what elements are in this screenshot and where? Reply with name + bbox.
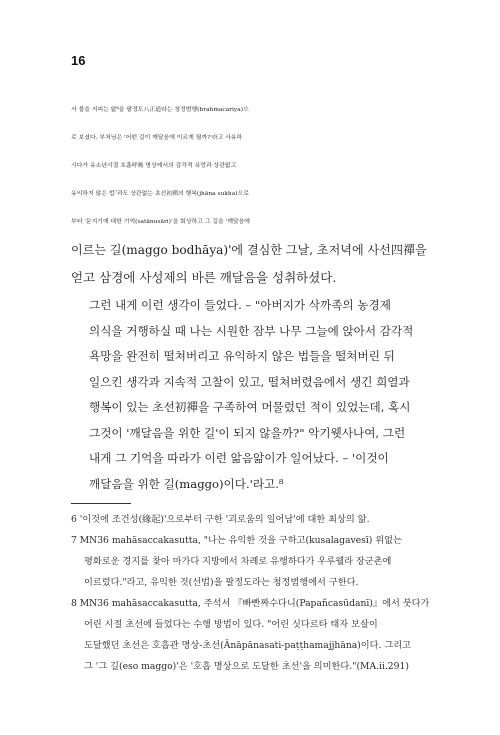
main-line: 이르는 길(maggo bodhāya)'에 결심한 그날, 초저녁에 사선四禪을 — [71, 243, 427, 257]
quote-line: 그것이 '깨달음을 위한 길'이 되지 않을까?" 악기웻사나여, 그런 — [89, 425, 406, 440]
footnotes — [71, 509, 429, 677]
page-number: 16 — [71, 53, 86, 68]
footnote-6: 6 '이것에 조건성(緣起)'으로부터 구한 '괴로움의 일어남'에 대한 최상의 앎. — [71, 514, 370, 525]
quote-line: 깨달음을 위한 길(maggo)이다.'라고.⁸ — [89, 476, 284, 491]
quote-line: 욕망을 완전히 떨쳐버리고 유익하지 않은 법들을 떨쳐버린 뒤 — [89, 349, 395, 363]
main-line: 로 보셨다. 부처님은 '어떤 길이 깨달음에 이르게 될까?'라고 사유하 — [71, 135, 243, 141]
quote-line: 내게 그 기억을 따라가 이런 앎음앎이가 일어났다. – '이것이 — [89, 451, 389, 465]
main-paragraph — [71, 96, 427, 292]
footnote-8: 8 MN36 mahāsaccakasutta, 주석서 『빠빤짜수다니(Papañcasūdanī)』에서 붓다가 — [71, 598, 430, 609]
main-line: 서 불을 지피는 앎⁶을 팔정도八正道라는 청정범행(brahmacariya)으 — [71, 107, 249, 113]
footnote-8-continuation: 어린 시절 초선에 들었다는 수행 방법이 있다. "어린 싯다르타 태자 보살이 — [84, 619, 378, 630]
footnote-8-continuation: 도달했던 초선은 호흡관 명상-초선(Ānāpānasati-paṭṭhamajjhāna)이다. 그리고 — [84, 640, 412, 651]
main-line: 부터 '문지기에 대한 기억(satānusāri)'을 회상하고 그 길을 '깨달음에 — [71, 219, 250, 225]
main-line: 얻고 삼경에 사성제의 바른 깨달음을 성취하셨다. — [71, 270, 337, 285]
footnote-8-continuation: 그 '그 길(eso maggo)'은 '호흡 명상으로 도달한 초선'을 의미한다."(MA.ii.291) — [84, 661, 409, 672]
quote-line: 그런 내게 이런 생각이 들었다. – "아버지가 삭까족의 농경제 — [89, 298, 391, 312]
footnote-7-continuation: 평화로운 경지를 찾아 마가다 지방에서 차례로 유행하다가 우루웰라 장군촌에 — [84, 556, 392, 567]
quote-line: 일으킨 생각과 지속적 고찰이 있고, 떨쳐버렸음에서 생긴 희열과 — [89, 374, 410, 389]
quote-line: 의식을 거행하실 때 나는 시원한 잠부 나무 그늘에 앉아서 감각적 — [89, 323, 414, 338]
footnote-divider — [71, 503, 131, 504]
block-quote — [89, 293, 413, 497]
main-line: 시다가 유소년시절 호흡呼吸 명상에서의 감각적 욕망과 상관없고 — [71, 163, 237, 169]
footnote-7: 7 MN36 mahāsaccakasutta, "나는 유익한 것을 구하고(kusalagavesī) 위없는 — [71, 535, 402, 546]
quote-line: 행복이 있는 초선初禪을 구족하여 머물렀던 적이 있었는데, 혹시 — [89, 400, 411, 414]
main-line: 유익하지 않은 법⁷과도 상관없는 초선初禪의 행복(jhāna sukha)으로 — [71, 191, 249, 197]
footnote-7-continuation: 이르렀다."라고, 유익한 것(선법)을 팔정도라는 청정범행에서 구한다. — [84, 577, 359, 588]
